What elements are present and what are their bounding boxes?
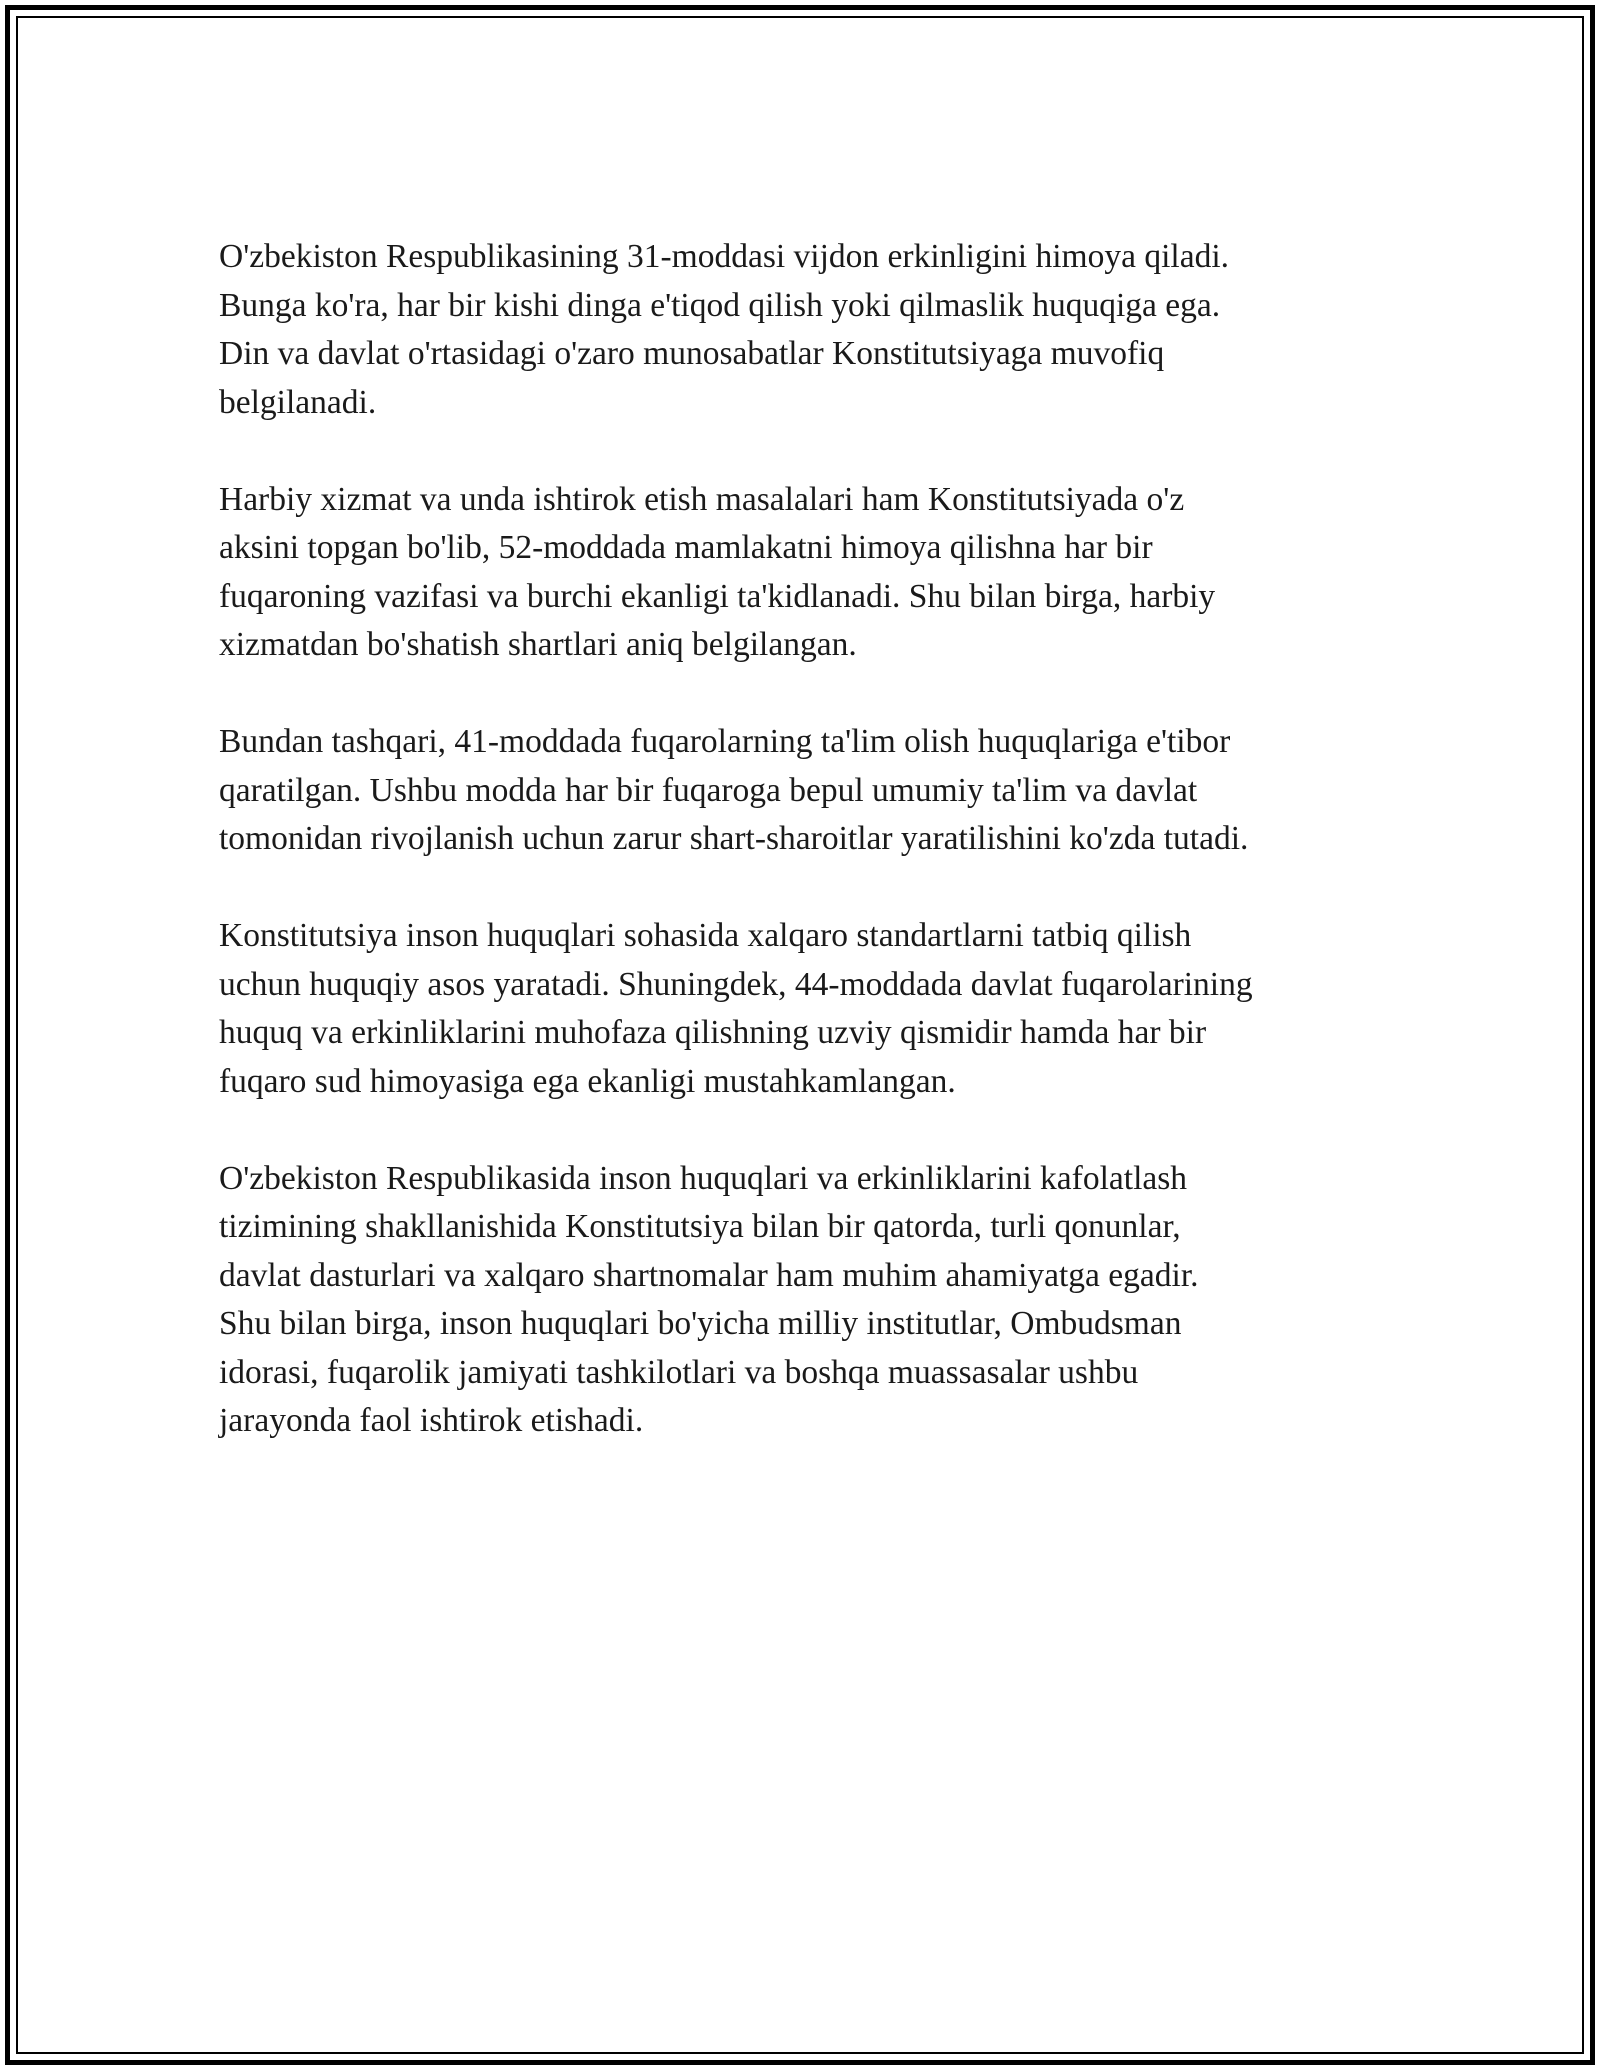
paragraph-right-to-education: Bundan tashqari, 41-moddada fuqarolarning ta'lim olish huquqlariga e'tibor qaratilgan. Ushbu modda har bir fuqaroga bepul umumiy ta'lim va davlat tomonidan rivojlanish uchun zarur shart-sharoitlar yaratilishini ko'zda tutadi. xyxy=(219,723,1249,857)
document-body xyxy=(219,233,1389,1494)
paragraph-international-standards: Konstitutsiya inson huquqlari sohasida xalqaro standartlarni tatbiq qilish uchun huquqiy asos yaratadi. Shuningdek, 44-moddada davlat fuqarolarining huquq va erkinliklarini muhofaza qilishning uzviy qismidir hamda har bir fuqaro sud himoyasiga ega ekanligi mustahkamlangan. xyxy=(219,917,1253,1100)
paragraph-freedom-of-conscience: O'zbekiston Respublikasining 31-moddasi vijdon erkinligini himoya qiladi. Bunga ko'ra, har bir kishi dinga e'tiqod qilish yoki qilmaslik huquqiga ega. Din va davlat o'rtasidagi o'zaro munosabatlar Konstitutsiyaga muvofiq belgilanadi. xyxy=(219,238,1230,421)
paragraph-guarantee-system: O'zbekiston Respublikasida inson huquqlari va erkinliklarini kafolatlash tizimining shakllanishida Konstitutsiya bilan bir qatorda, turli qonunlar, davlat dasturlari va xalqaro shartnomalar ham muhim ahamiyatga egadir. Shu bilan birga, inson huquqlari bo'yicha milliy institutlar, Ombudsman idorasi, fuqarolik jamiyati tashkilotlari va boshqa muassasalar ushbu jarayonda faol ishtirok etishadi. xyxy=(219,1159,1199,1439)
paragraph-military-service: Harbiy xizmat va unda ishtirok etish masalalari ham Konstitutsiyada o'z aksini topgan bo'lib, 52-moddada mamlakatni himoya qilishna har bir fuqaroning vazifasi va burchi ekanligi ta'kidlanadi. Shu bilan birga, harbiy xizmatdan bo'shatish shartlari aniq belgilangan. xyxy=(219,480,1216,663)
